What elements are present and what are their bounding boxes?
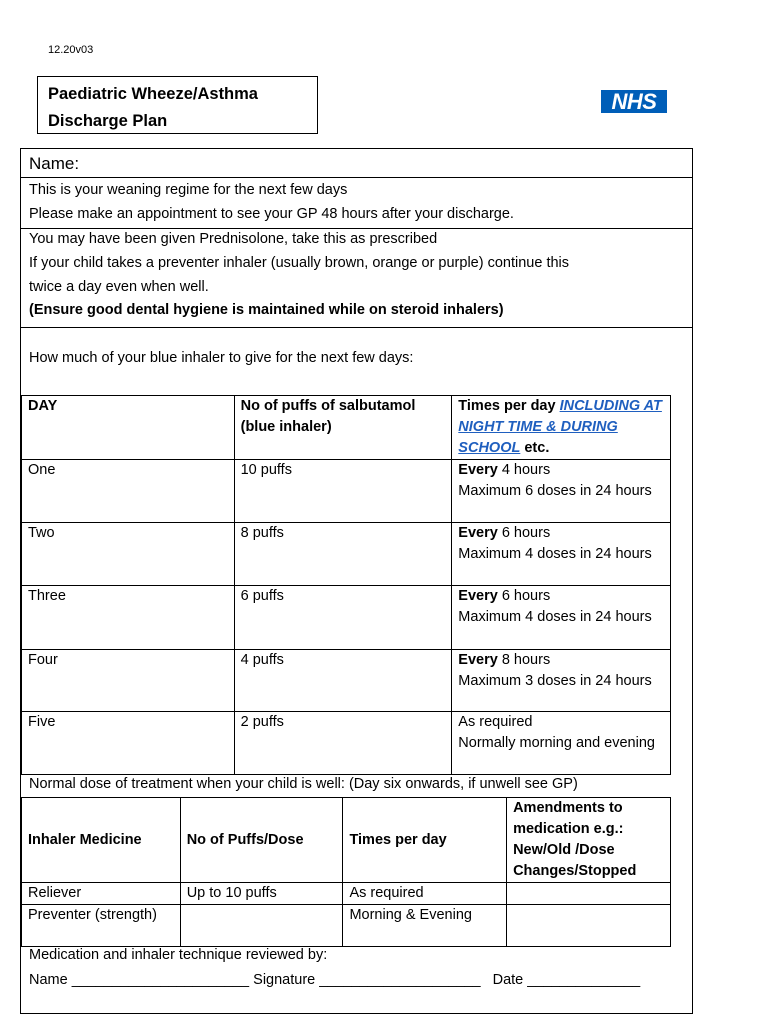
header-times-prefix: Times per day <box>458 398 560 414</box>
day-cell: One <box>22 460 235 523</box>
hours-text: 6 hours <box>497 588 551 604</box>
table-row <box>22 650 671 712</box>
puffs-cell: 8 puffs <box>234 523 452 586</box>
table-row <box>22 460 671 523</box>
version-label: 12.20v03 <box>48 44 94 56</box>
max-doses-text: Normally morning and evening <box>458 735 655 751</box>
header-medicine: Inhaler Medicine <box>22 798 181 883</box>
every-label: Every <box>458 525 498 541</box>
reviewed-by-label: Medication and inhaler technique reviewed by: <box>29 947 328 963</box>
prednisolone-line-1: You may have been given Prednisolone, take this as prescribed <box>29 231 438 247</box>
max-doses-text: Maximum 6 doses in 24 hours <box>458 483 652 499</box>
puffs-cell[interactable] <box>180 905 343 947</box>
document-title <box>37 76 318 134</box>
puffs-cell: Up to 10 puffs <box>180 883 343 905</box>
header-puffs: No of puffs of salbutamol (blue inhaler) <box>234 396 452 460</box>
weaning-table <box>21 395 671 775</box>
every-label: Every <box>458 462 498 478</box>
table-header-row <box>22 798 671 883</box>
table-row <box>22 905 671 947</box>
every-label: Every <box>458 588 498 604</box>
times-cell <box>452 650 671 712</box>
max-doses-text: Maximum 3 doses in 24 hours <box>458 673 652 689</box>
times-cell: As required <box>343 883 507 905</box>
divider <box>20 327 693 328</box>
dental-hygiene-note: (Ensure good dental hygiene is maintained while on steroid inhalers) <box>29 302 504 318</box>
hours-text: 6 hours <box>497 525 551 541</box>
times-cell: Morning & Evening <box>343 905 507 947</box>
header-amendments: Amendments to medication e.g.: New/Old /Dose Changes/Stopped <box>507 798 671 883</box>
times-cell <box>452 523 671 586</box>
normal-dose-table <box>21 797 671 947</box>
puffs-cell: 4 puffs <box>234 650 452 712</box>
puffs-cell: 6 puffs <box>234 586 452 650</box>
every-label: Every <box>458 652 498 668</box>
day-cell: Four <box>22 650 235 712</box>
times-cell <box>452 460 671 523</box>
hours-text: As required <box>458 714 533 730</box>
header-times <box>452 396 671 460</box>
prednisolone-line-2: If your child takes a preventer inhaler (usually brown, orange or purple) continue this <box>29 255 570 271</box>
name-label: Name: <box>29 154 80 173</box>
medicine-cell: Preventer (strength) <box>22 905 181 947</box>
table-header-row <box>22 396 671 460</box>
hours-text: 8 hours <box>497 652 551 668</box>
times-cell <box>452 712 671 775</box>
amend-cell[interactable] <box>507 883 671 905</box>
blue-inhaler-question: How much of your blue inhaler to give for the next few days: <box>29 350 414 366</box>
table-row <box>22 712 671 775</box>
day-cell: Two <box>22 523 235 586</box>
header-times-per-day: Times per day <box>343 798 507 883</box>
puffs-cell: 2 puffs <box>234 712 452 775</box>
nhs-logo: NHS <box>601 90 667 113</box>
hours-text: 4 hours <box>497 462 551 478</box>
table-row <box>22 883 671 905</box>
puffs-cell: 10 puffs <box>234 460 452 523</box>
times-cell <box>452 586 671 650</box>
header-day: DAY <box>22 396 235 460</box>
title-line-1: Paediatric Wheeze/Asthma <box>48 85 258 103</box>
header-times-link[interactable]: INCLUDING AT NIGHT TIME & DURING SCHOOL <box>458 398 662 456</box>
max-doses-text: Maximum 4 doses in 24 hours <box>458 546 652 562</box>
signature-line[interactable]: Name ______________________ Signature ____________________ Date ______________ <box>29 972 641 988</box>
amend-cell[interactable] <box>507 905 671 947</box>
header-times-suffix: etc. <box>520 440 550 456</box>
regime-line-1: This is your weaning regime for the next few days <box>29 182 348 198</box>
header-puffs-dose: No of Puffs/Dose <box>180 798 343 883</box>
prednisolone-line-3: twice a day even when well. <box>29 279 209 295</box>
regime-line-2: Please make an appointment to see your GP 48 hours after your discharge. <box>29 206 514 222</box>
title-line-2: Discharge Plan <box>48 112 168 130</box>
table-row <box>22 523 671 586</box>
table-row <box>22 586 671 650</box>
max-doses-text: Maximum 4 doses in 24 hours <box>458 609 652 625</box>
day-cell: Five <box>22 712 235 775</box>
medicine-cell: Reliever <box>22 883 181 905</box>
normal-dose-text: Normal dose of treatment when your child is well: (Day six onwards, if unwell see GP) <box>29 776 578 792</box>
day-cell: Three <box>22 586 235 650</box>
